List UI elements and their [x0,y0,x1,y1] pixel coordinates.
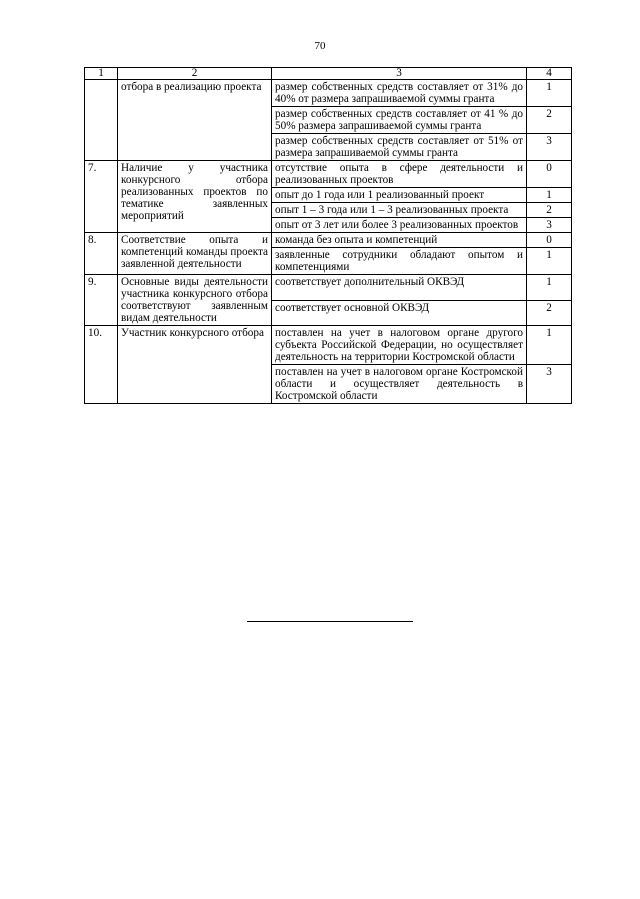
option-score: 1 [527,188,572,203]
table-row [85,326,572,365]
option-score: 2 [527,300,572,326]
table-header-row [85,68,572,80]
option-description: опыт от 3 лет или более 3 реализованных проектов [272,218,527,233]
criterion-number: 7. [85,161,118,233]
option-score: 3 [527,134,572,161]
header-cell-score: 4 [527,68,572,80]
option-description: отсутствие опыта в сфере деятельности и реализованных проектов [272,161,527,188]
option-description: заявленные сотрудники обладают опытом и компетенциями [272,248,527,275]
option-description: соответствует дополнительный ОКВЭД [272,275,527,301]
criteria-table [84,67,572,404]
option-score: 0 [527,161,572,188]
criteria-table-body [85,68,572,404]
criterion-number: 10. [85,326,118,404]
criterion-number: 8. [85,233,118,275]
option-score: 3 [527,365,572,404]
option-description: соответствует основной ОКВЭД [272,300,527,326]
header-cell-number: 1 [85,68,118,80]
option-description: размер собственных средств составляет от 51% от размера запрашиваемой суммы гранта [272,134,527,161]
header-cell-criterion: 2 [118,68,272,80]
option-score: 3 [527,218,572,233]
table-row [85,161,572,188]
table-row [85,275,572,301]
header-cell-description: 3 [272,68,527,80]
option-description: опыт 1 – 3 года или 1 – 3 реализованных проекта [272,203,527,218]
criterion-name: Основные виды деятельности участника конкурсного отбора соответствуют заявленным видам деятельности [118,275,272,326]
option-score: 2 [527,203,572,218]
option-score: 1 [527,80,572,107]
option-score: 1 [527,248,572,275]
criterion-name: Наличие у участника конкурсного отбора реализованных проектов по тематике заявленных мероприятий [118,161,272,233]
table-row [85,233,572,248]
option-description: размер собственных средств составляет от 41 % до 50% размера запрашиваемой суммы гранта [272,107,527,134]
option-description: опыт до 1 года или 1 реализованный проект [272,188,527,203]
option-description: поставлен на учет в налоговом органе другого субъекта Российской Федерации, но осуществляет деятельность на территории Костромской области [272,326,527,365]
option-score: 0 [527,233,572,248]
criterion-name: Участник конкурсного отбора [118,326,272,404]
page-number: 70 [314,40,326,52]
end-of-document-line [247,621,413,622]
option-score: 2 [527,107,572,134]
option-description: размер собственных средств составляет от 31% до 40% от размера запрашиваемой суммы гранта [272,80,527,107]
option-score: 1 [527,326,572,365]
option-description: команда без опыта и компетенций [272,233,527,248]
option-description: поставлен на учет в налоговом органе Костромской области и осуществляет деятельность в Костромской области [272,365,527,404]
criterion-number [85,80,118,161]
criterion-name: отбора в реализацию проекта [118,80,272,161]
option-score: 1 [527,275,572,301]
criterion-name: Соответствие опыта и компетенций команды проекта заявленной деятельности [118,233,272,275]
criterion-number: 9. [85,275,118,326]
table-row [85,80,572,107]
